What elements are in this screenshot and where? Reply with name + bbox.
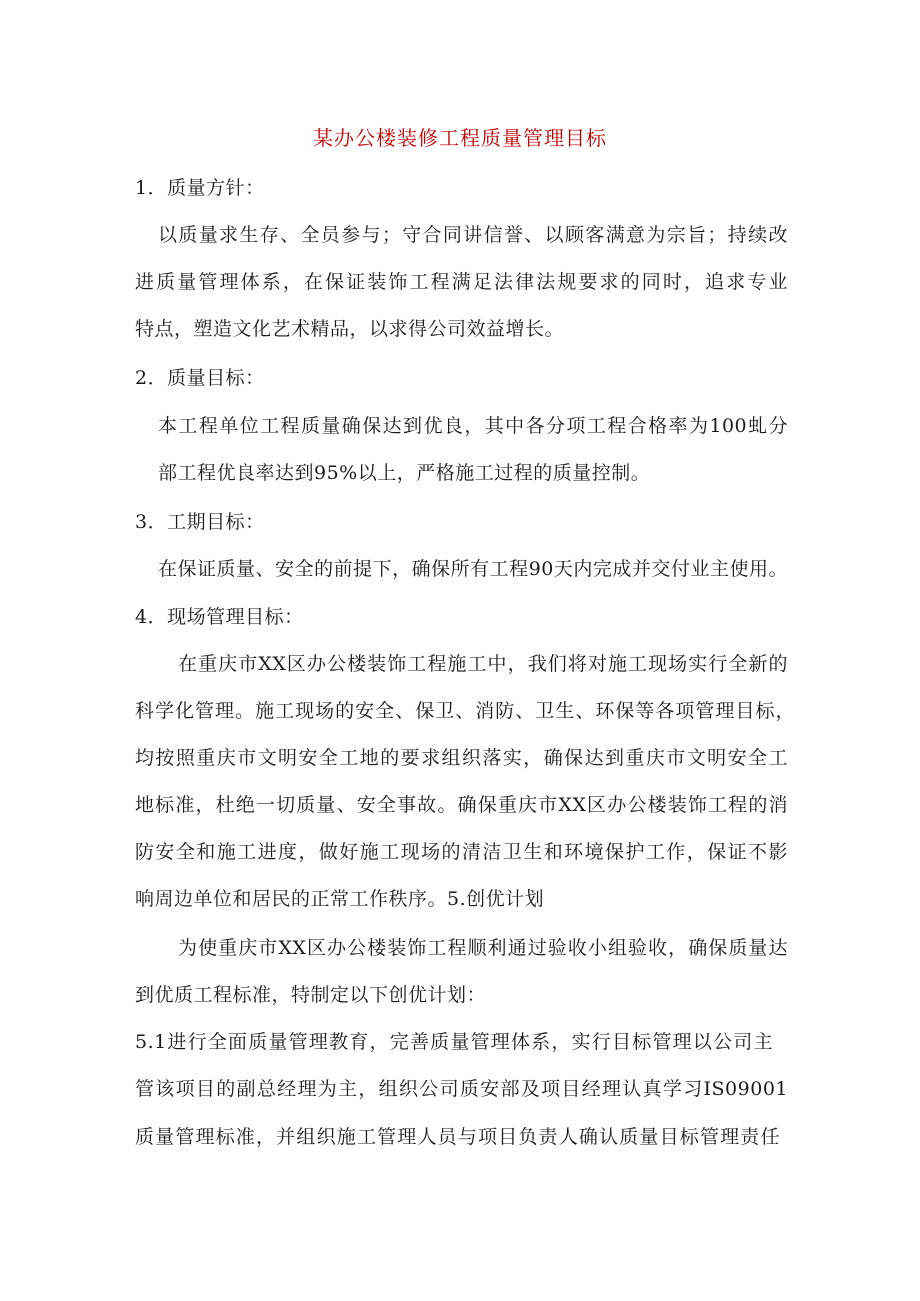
paragraph-line: 以质量求生存、全员参与；守合同讲信誉、以顾客满意为宗旨；持续改 (158, 224, 788, 246)
paragraph-line: 管该项目的副总经理为主，组织公司质安部及项目经理认真学习IS09001 (135, 1078, 788, 1100)
paragraph-line: 进质量管理体系，在保证装饰工程满足法律法规要求的同时，追求专业 (135, 271, 788, 293)
paragraph-line: 5.1进行全面质量管理教育，完善质量管理体系，实行目标管理以公司主 (135, 1031, 773, 1053)
paragraph-line: 本工程单位工程质量确保达到优良，其中各分项工程合格率为100虬分 (158, 415, 788, 437)
document-title: 某办公楼装修工程质量管理目标 (313, 126, 607, 150)
heading-schedule-objective: 3．工期目标： (135, 511, 265, 533)
paragraph-line: 部工程优良率达到95%以上，严格施工过程的质量控制。 (158, 462, 651, 484)
paragraph-line: 科学化管理。施工现场的安全、保卫、消防、卫生、环保等各项管理目标， (135, 700, 795, 722)
paragraph-line: 质量管理标准，并组织施工管理人员与项目负责人确认质量目标管理责任 (135, 1126, 780, 1148)
paragraph-line: 特点，塑造文化艺术精品，以求得公司效益增长。 (135, 318, 565, 340)
heading-site-management-objective: 4．现场管理目标： (135, 606, 304, 628)
paragraph-line: 响周边单位和居民的正常工作秩序。5.创优计划 (135, 888, 545, 910)
paragraph-line: 在保证质量、安全的前提下，确保所有工程90天内完成并交付业主使用。 (158, 558, 788, 580)
paragraph-line: 防安全和施工进度，做好施工现场的清洁卫生和环境保护工作，保证不影 (135, 841, 788, 863)
heading-quality-objective: 2．质量目标： (135, 367, 265, 389)
paragraph-line: 到优质工程标准，特制定以下创优计划： (135, 984, 487, 1006)
paragraph-line: 在重庆市XX区办公楼装饰工程施工中，我们将对施工现场实行全新的 (178, 653, 788, 675)
paragraph-line: 地标准，杜绝一切质量、安全事故。确保重庆市XX区办公楼装饰工程的消 (135, 794, 788, 816)
paragraph-line: 为使重庆市XX区办公楼装饰工程顺利通过验收小组验收，确保质量达 (178, 937, 788, 959)
paragraph-line: 均按照重庆市文明安全工地的要求组织落实，确保达到重庆市文明安全工 (135, 747, 788, 769)
heading-quality-policy: 1．质量方针： (135, 177, 265, 199)
